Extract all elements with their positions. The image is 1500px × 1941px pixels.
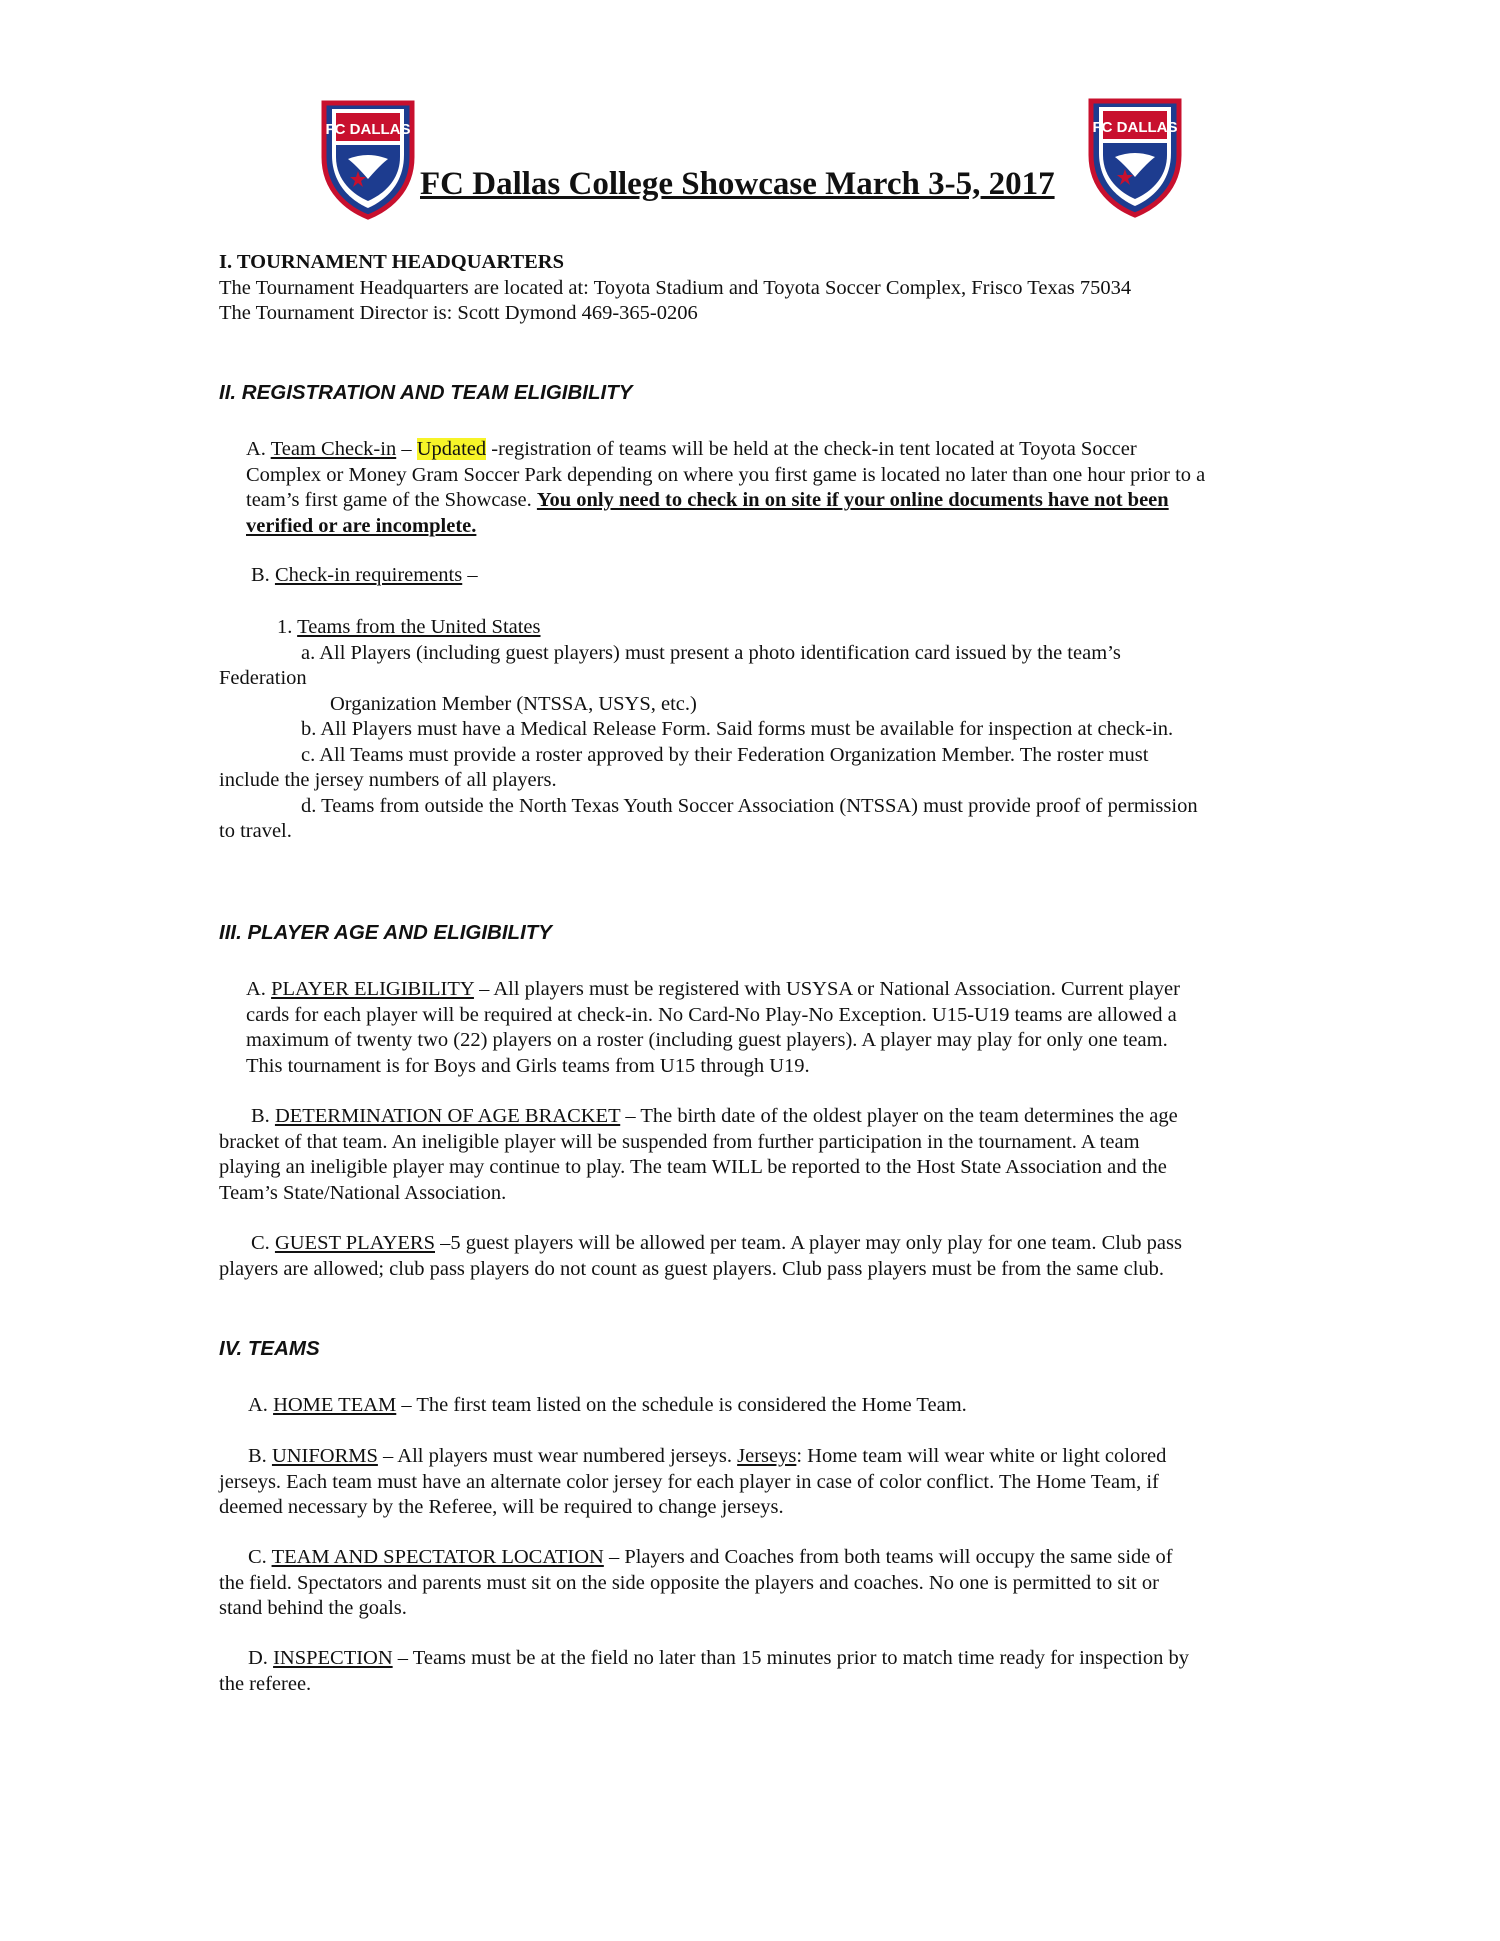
item-prefix: A.: [246, 978, 272, 1000]
home-team: [219, 1393, 1299, 1419]
guest-players-label: GUEST PLAYERS: [274, 1232, 435, 1254]
requirement-a: a. All Players (including guest players) must present a photo identification card issued by the team’s: [301, 641, 1121, 664]
text: – Players and Coaches from both teams will occupy the same side of: [603, 1546, 1173, 1568]
item-prefix: B.: [251, 564, 275, 586]
text: team’s first game of the Showcase.: [246, 489, 537, 511]
inspection-label: INSPECTION: [273, 1647, 393, 1669]
item-prefix: D.: [248, 1647, 274, 1669]
text: -registration of teams will be held at the check-in tent located at Toyota Soccer: [486, 438, 1137, 460]
requirement-c-cont: include the jersey numbers of all players.: [219, 769, 557, 791]
requirement-c: c. All Teams must provide a roster approved by their Federation Organization Member. The roster must: [301, 743, 1149, 766]
player-eligibility: [219, 977, 1299, 1079]
dash: –: [462, 564, 478, 586]
section-heading: I. TOURNAMENT HEADQUARTERS: [219, 251, 564, 273]
text: – All players must be registered with USYSA or National Association. Current player: [473, 978, 1180, 1000]
text-line: stand behind the goals.: [219, 1597, 407, 1619]
text-line: cards for each player will be required at check-in. No Card-No Play-No Exception. U15-U19 teams are allowed a: [246, 1003, 1177, 1026]
item-prefix: C.: [248, 1546, 272, 1568]
requirement-d: d. Teams from outside the North Texas Youth Soccer Association (NTSSA) must provide proof of permission: [301, 794, 1198, 817]
uniforms-label: UNIFORMS: [271, 1445, 378, 1467]
text-line: deemed necessary by the Referee, will be required to change jerseys.: [219, 1496, 784, 1518]
requirement-a-cont: Federation: [219, 667, 307, 689]
text: : Home team will wear white or light colored: [796, 1445, 1167, 1467]
section-headquarters: [219, 250, 1299, 327]
registration-team-checkin: [219, 437, 1299, 539]
tournament-director: The Tournament Director is: Scott Dymond 469-365-0206: [219, 302, 698, 324]
text-line: Team’s State/National Association.: [219, 1181, 507, 1204]
requirements-list: [219, 615, 1299, 845]
item-prefix: A.: [246, 438, 271, 460]
text: – The first team listed on the schedule is considered the Home Team.: [396, 1394, 967, 1416]
jerseys-label: Jerseys: [737, 1445, 797, 1467]
text-line: playing an ineligible player may continue to play. The team WILL be reported to the Host State Association and the: [219, 1156, 1167, 1178]
section-heading-registration: II. REGISTRATION AND TEAM ELIGIBILITY: [219, 381, 633, 404]
requirement-b: b. All Players must have a Medical Release Form. Said forms must be available for inspection at check-in.: [301, 718, 1174, 740]
checkin-notice-cont: verified or are incomplete.: [246, 514, 477, 537]
text-line: players are allowed; club pass players do not count as guest players. Club pass players must be from the same club.: [219, 1257, 1165, 1280]
team-spectator-location-label: TEAM AND SPECTATOR LOCATION: [271, 1546, 604, 1568]
home-team-label: HOME TEAM: [273, 1394, 397, 1416]
section-heading-player-age: III. PLAYER AGE AND ELIGIBILITY: [219, 921, 552, 944]
updated-highlight: Updated: [416, 438, 487, 460]
text-line: jerseys. Each team must have an alternate color jersey for each player in case of color conflict. The Home Team, if: [219, 1470, 1159, 1493]
text: – All players must wear numbered jerseys.: [377, 1445, 738, 1467]
text: –5 guest players will be allowed per team. A player may only play for one team. Club pass: [435, 1232, 1182, 1254]
requirement-a-cont: Organization Member (NTSSA, USYS, etc.): [330, 692, 697, 715]
headquarters-location: The Tournament Headquarters are located at: Toyota Stadium and Toyota Soccer Complex, Frisco Texas 75034: [219, 276, 1132, 299]
registration-checkin-requirements: [219, 563, 1299, 589]
us-teams-label: Teams from the United States: [297, 616, 541, 638]
page-title: FC Dallas College Showcase March 3-5, 2017: [420, 166, 1055, 202]
text: – The birth date of the oldest player on the team determines the age: [620, 1105, 1178, 1127]
text-line: maximum of twenty two (22) players on a roster (including guest players). A player may play for only one team.: [246, 1029, 1168, 1051]
uniforms: [219, 1444, 1299, 1521]
team-spectator-location: [219, 1545, 1299, 1622]
item-prefix: A.: [248, 1394, 274, 1416]
requirement-d-cont: to travel.: [219, 820, 292, 842]
text-line: This tournament is for Boys and Girls teams from U15 through U19.: [246, 1054, 810, 1077]
text-line: the field. Spectators and parents must sit on the side opposite the players and coaches. No one is permitted to sit or: [219, 1571, 1159, 1594]
dash: –: [396, 438, 417, 460]
item-prefix: B.: [248, 1445, 272, 1467]
text-line: bracket of that team. An ineligible player will be suspended from further participation in the tournament. A team: [219, 1130, 1140, 1153]
player-eligibility-label: PLAYER ELIGIBILITY: [271, 978, 474, 1000]
text: – Teams must be at the field no later than 15 minutes prior to match time ready for inspection by: [392, 1647, 1190, 1669]
age-bracket: [219, 1104, 1299, 1206]
svg-text:FC DALLAS: FC DALLAS: [1092, 119, 1178, 136]
item-prefix: C.: [251, 1232, 275, 1254]
item-prefix: B.: [251, 1105, 275, 1127]
svg-text:FC DALLAS: FC DALLAS: [325, 121, 411, 138]
inspection: [219, 1646, 1299, 1697]
checkin-notice: You only need to check in on site if your online documents have not been: [536, 489, 1169, 511]
team-checkin-label: Team Check-in: [270, 438, 397, 460]
item-prefix: 1.: [277, 616, 298, 638]
checkin-requirements-label: Check-in requirements: [274, 564, 463, 586]
text-line: the referee.: [219, 1672, 312, 1695]
age-bracket-label: DETERMINATION OF AGE BRACKET: [274, 1105, 621, 1127]
section-heading-teams: IV. TEAMS: [219, 1337, 320, 1360]
guest-players: [219, 1231, 1299, 1282]
fc-dallas-logo-right: [1085, 97, 1185, 219]
fc-dallas-logo-left: [318, 99, 418, 221]
text-line: Complex or Money Gram Soccer Park depending on where you first game is located no later than one hour prior to a: [246, 463, 1206, 486]
